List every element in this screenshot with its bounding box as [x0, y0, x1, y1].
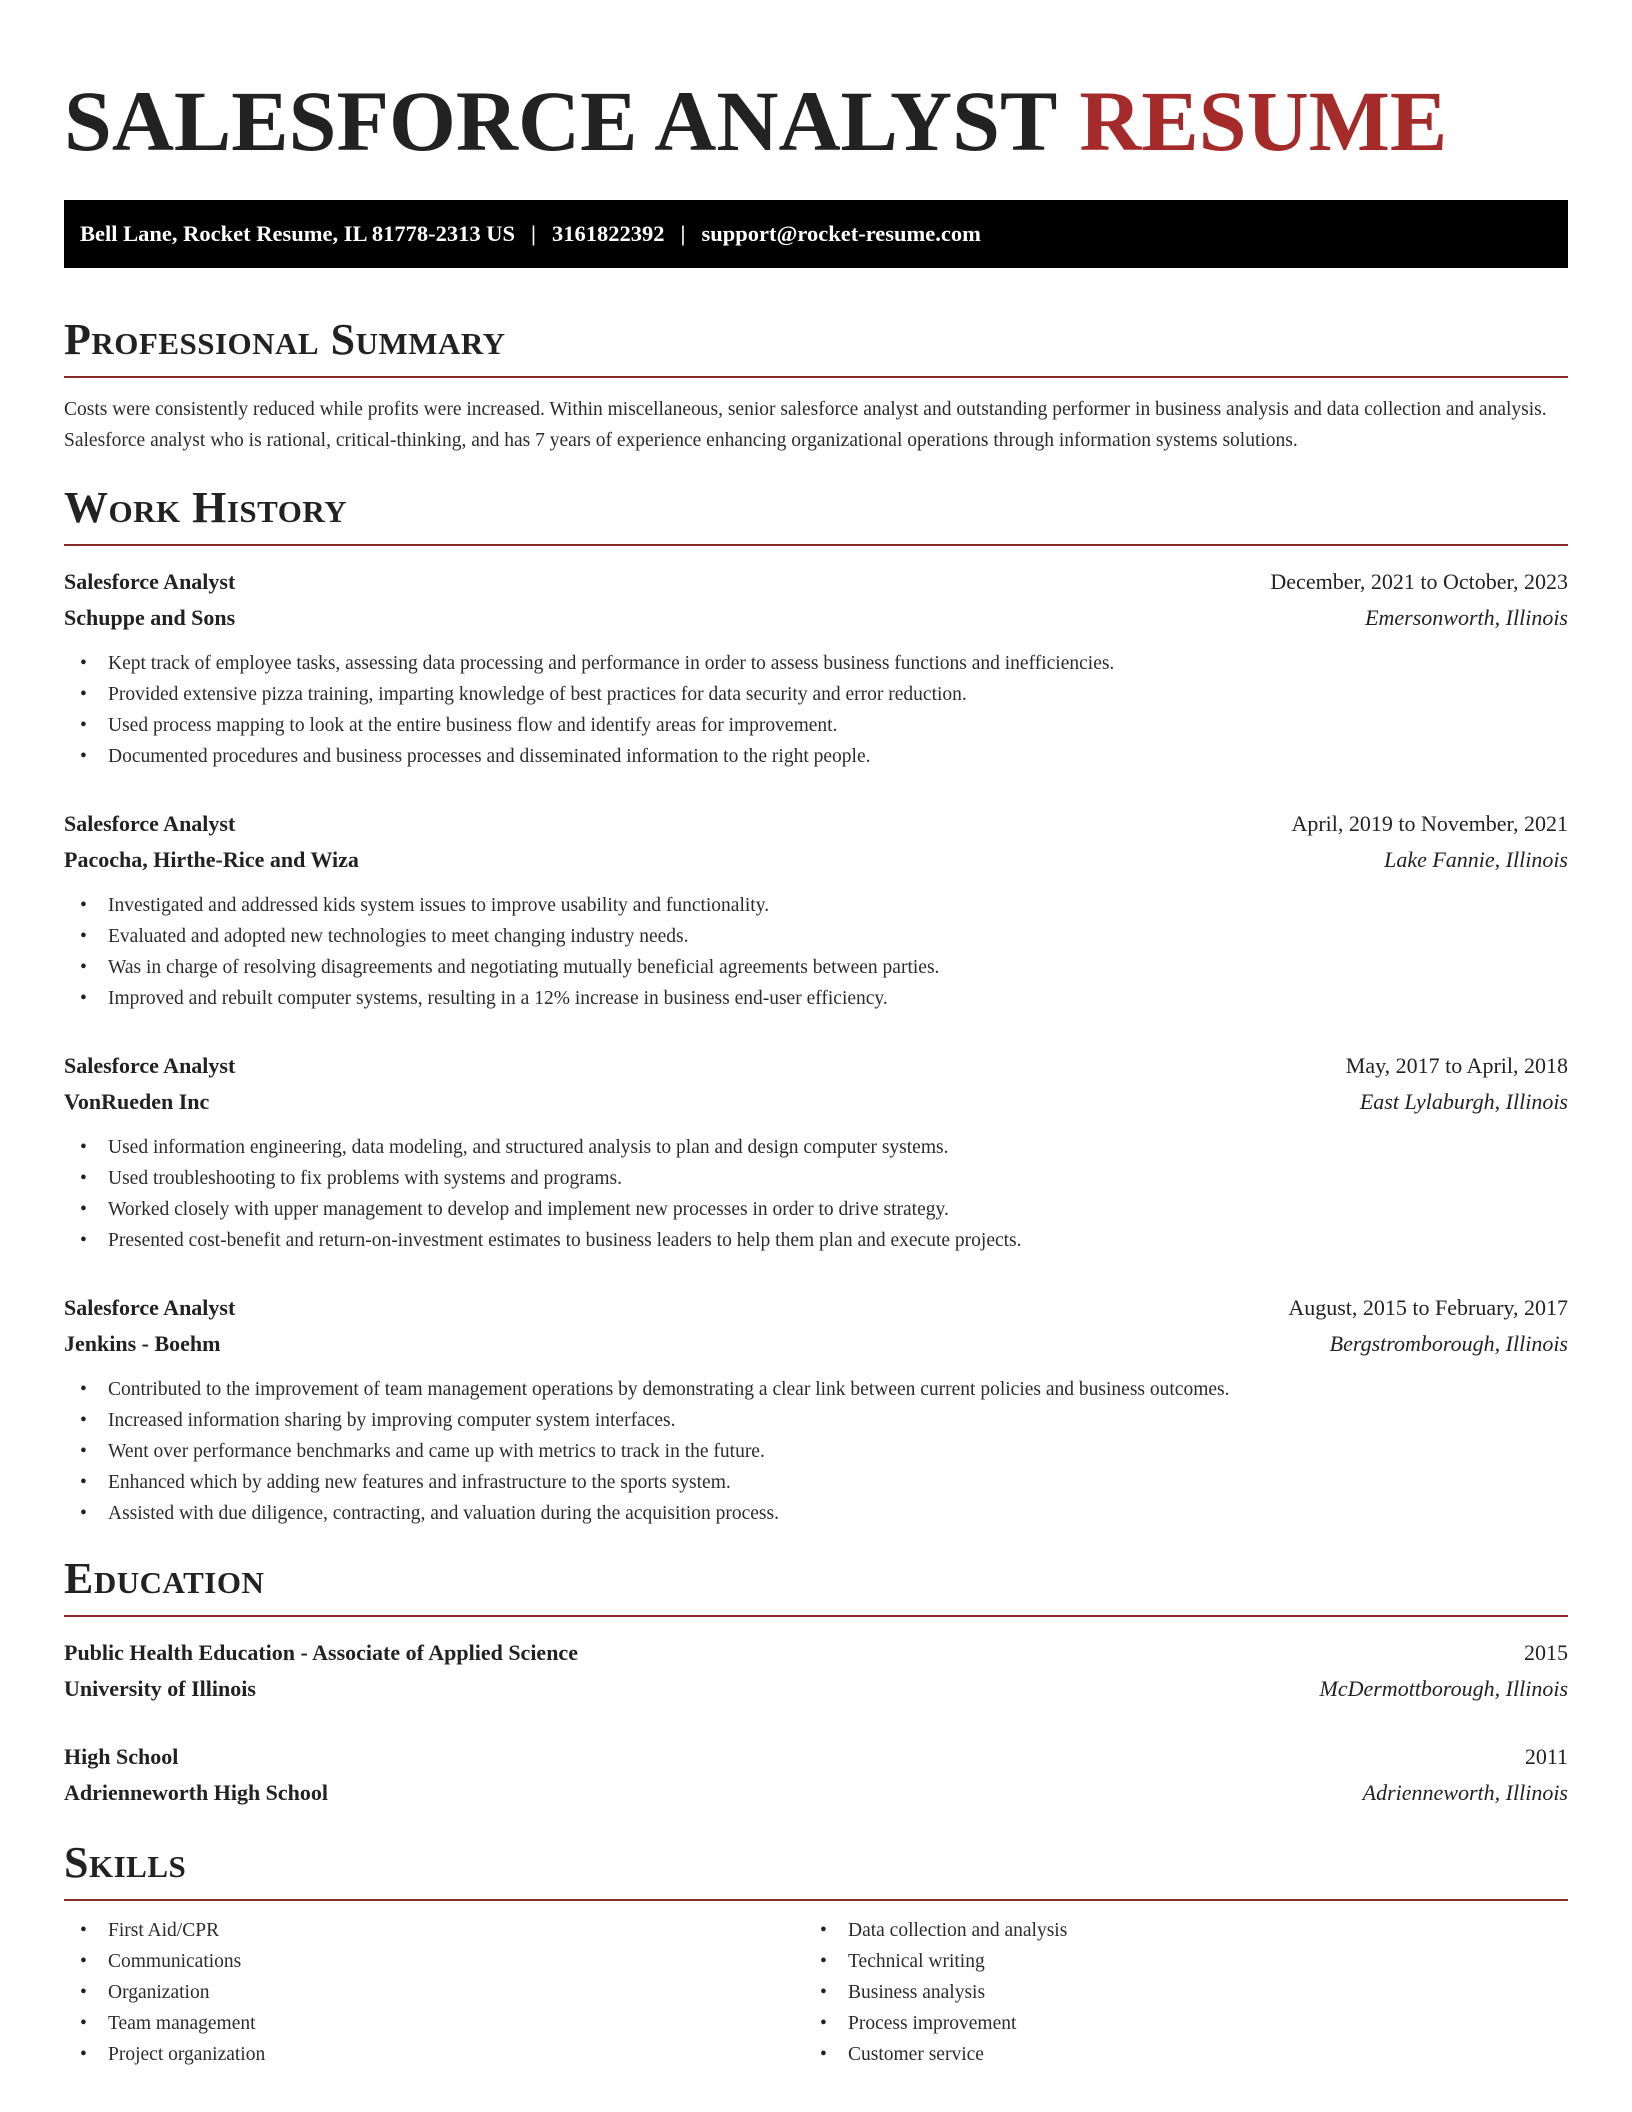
list-item: • Kept track of employee tasks, assessing data processing and performance in order to assess business functions and inefficiencies.: [64, 648, 1568, 679]
job-entry: [64, 1048, 1568, 1256]
job-entry: [64, 1290, 1568, 1529]
skill-item: • Business analysis: [804, 1977, 1544, 2008]
skills-list-left: [64, 1915, 804, 2070]
job-dates: December, 2021 to October, 2023: [1270, 569, 1568, 594]
skill-item: • Project organization: [64, 2039, 804, 2070]
contact-address: Bell Lane, Rocket Resume, IL 81778-2313 US: [80, 221, 515, 246]
skill-item: • Data collection and analysis: [804, 1915, 1544, 1946]
job-company: VonRueden Inc: [64, 1089, 210, 1114]
job-title: Salesforce Analyst: [64, 1295, 236, 1320]
list-item: • Presented cost-benefit and return-on-investment estimates to business leaders to help them plan and execute projects.: [64, 1225, 1568, 1256]
summary-text: Costs were consistently reduced while profits were increased. Within miscellaneous, senior salesforce analyst and outstanding performer in business analysis and data collection and analysis. Salesforce analyst who is rational, critical-thinking, and has 7 years of experience enhancing organizational operations through information systems solutions.: [64, 399, 1547, 451]
skill-item: • Organization: [64, 1977, 804, 2008]
job-company: Jenkins - Boehm: [64, 1331, 221, 1356]
section-heading: Professional Summary: [64, 315, 506, 364]
job-entry: [64, 806, 1568, 1014]
job-bullets: [64, 1374, 1568, 1529]
education-school: Adrienneworth High School: [64, 1780, 329, 1805]
contact-separator: |: [531, 221, 536, 246]
work-history-section: [64, 483, 1568, 1529]
section-heading: Education: [64, 1554, 265, 1603]
education-year: 2015: [1524, 1640, 1568, 1665]
list-item: • Increased information sharing by improving computer system interfaces.: [64, 1405, 1568, 1436]
list-item: • Improved and rebuilt computer systems, resulting in a 12% increase in business end-user efficiency.: [64, 983, 1568, 1014]
job-location: Emersonworth, Illinois: [1365, 605, 1568, 630]
job-dates: May, 2017 to April, 2018: [1345, 1053, 1568, 1078]
education-section: [64, 1554, 1568, 1811]
education-year: 2011: [1524, 1744, 1568, 1769]
section-heading: Skills: [64, 1838, 187, 1887]
skill-item: • Technical writing: [804, 1946, 1544, 1977]
list-item: • Assisted with due diligence, contracting, and valuation during the acquisition process.: [64, 1498, 1568, 1529]
job-title: Salesforce Analyst: [64, 569, 236, 594]
job-company: Schuppe and Sons: [64, 605, 236, 630]
contact-phone: 3161822392: [551, 221, 665, 246]
list-item: • Enhanced which by adding new features and infrastructure to the sports system.: [64, 1467, 1568, 1498]
skills-list-right: [804, 1915, 1544, 2070]
title-main: SALESFORCE ANALYST: [64, 73, 1058, 169]
title-accent: RESUME: [1079, 73, 1448, 169]
job-location: Bergstromborough, Illinois: [1329, 1331, 1568, 1356]
section-heading: Work History: [64, 483, 348, 532]
contact-bar: [64, 200, 1568, 268]
job-bullets: [64, 648, 1568, 772]
job-title: Salesforce Analyst: [64, 1053, 236, 1078]
skills-columns: [64, 1915, 1568, 2070]
section-divider: [64, 544, 1568, 546]
skill-item: • Customer service: [804, 2039, 1544, 2070]
education-entry: [64, 1635, 1568, 1707]
job-dates: August, 2015 to February, 2017: [1288, 1295, 1568, 1320]
list-item: • Investigated and addressed kids system issues to improve usability and functionality.: [64, 890, 1568, 921]
job-location: East Lylaburgh, Illinois: [1359, 1089, 1568, 1114]
list-item: • Was in charge of resolving disagreements and negotiating mutually beneficial agreements between parties.: [64, 952, 1568, 983]
skill-item: • Team management: [64, 2008, 804, 2039]
job-bullets: [64, 1132, 1568, 1256]
list-item: • Used troubleshooting to fix problems with systems and programs.: [64, 1163, 1568, 1194]
education-entry: [64, 1739, 1568, 1811]
list-item: • Used information engineering, data modeling, and structured analysis to plan and design computer systems.: [64, 1132, 1568, 1163]
education-degree: High School: [64, 1744, 179, 1769]
summary-section: [64, 315, 1568, 456]
job-location: Lake Fannie, Illinois: [1384, 847, 1568, 872]
section-divider: [64, 1899, 1568, 1901]
job-dates: April, 2019 to November, 2021: [1291, 811, 1568, 836]
section-divider: [64, 1615, 1568, 1617]
contact-separator: |: [680, 221, 686, 246]
job-entry: [64, 564, 1568, 772]
job-title: Salesforce Analyst: [64, 811, 236, 836]
list-item: • Went over performance benchmarks and came up with metrics to track in the future.: [64, 1436, 1568, 1467]
list-item: • Worked closely with upper management to develop and implement new processes in order to drive strategy.: [64, 1194, 1568, 1225]
list-item: • Documented procedures and business processes and disseminated information to the right people.: [64, 741, 1568, 772]
education-degree: Public Health Education - Associate of Applied Science: [64, 1640, 578, 1665]
skill-item: • Communications: [64, 1946, 804, 1977]
skill-item: • Process improvement: [804, 2008, 1544, 2039]
list-item: • Evaluated and adopted new technologies to meet changing industry needs.: [64, 921, 1568, 952]
contact-email: support@rocket-resume.com: [701, 221, 981, 246]
education-location: McDermottborough, Illinois: [1319, 1676, 1568, 1701]
skill-item: • First Aid/CPR: [64, 1915, 804, 1946]
education-location: Adrienneworth, Illinois: [1362, 1780, 1568, 1805]
resume-title: [64, 56, 1568, 169]
job-company: Pacocha, Hirthe-Rice and Wiza: [64, 847, 359, 872]
list-item: • Provided extensive pizza training, imparting knowledge of best practices for data security and error reduction.: [64, 679, 1568, 710]
education-school: University of Illinois: [64, 1676, 256, 1701]
job-bullets: [64, 890, 1568, 1014]
list-item: • Used process mapping to look at the entire business flow and identify areas for improvement.: [64, 710, 1568, 741]
skills-section: [64, 1838, 1568, 2070]
section-divider: [64, 376, 1568, 378]
list-item: • Contributed to the improvement of team management operations by demonstrating a clear link between current policies and business outcomes.: [64, 1374, 1568, 1405]
